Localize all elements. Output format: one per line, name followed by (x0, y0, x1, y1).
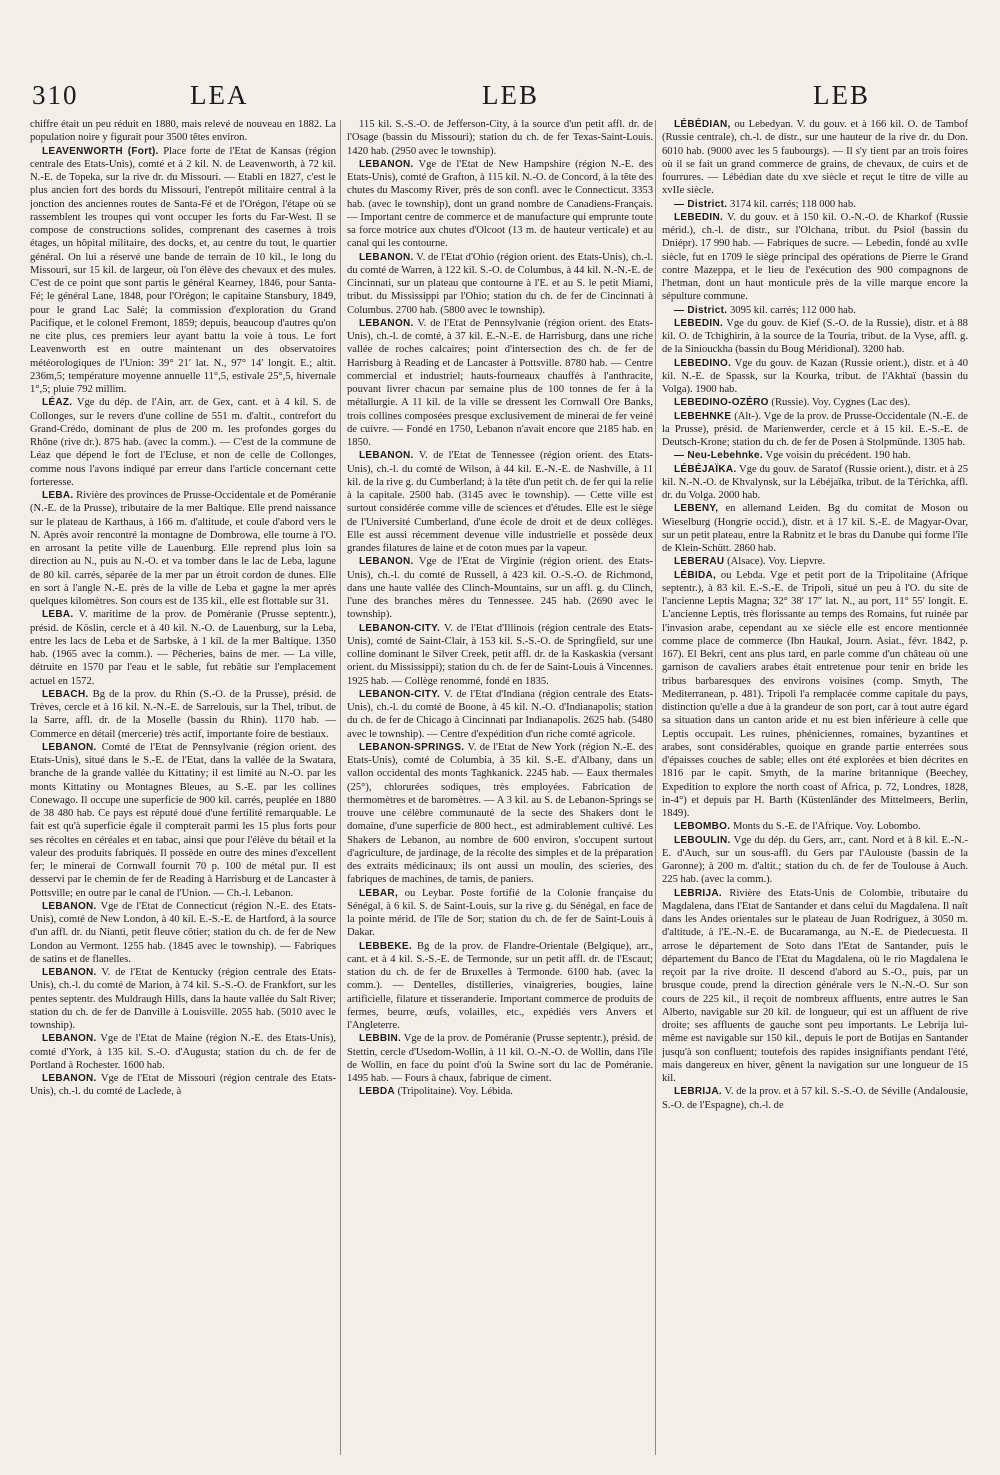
entry-headword: LEBDA (359, 1086, 395, 1098)
entry-text: Rivière des provinces de Prusse-Occidentale et de Poméranie (N.-E. de la Prusse), tributaire de la mer Baltique. Elle prend naissance sur le plateau de Karthaus, à 166 m. d'altitude, et coule d'abord vers le N. Après avoir rencontré la montagne de Dombrowa, elle tourne à l'O. en arrosant la petite ville de Lauenburg. Elle reprend plus loin sa direction au N., puis au N.-O. et va tomber dans le lac de Leba, lagune de 80 kil. carrés, séparée de la mer par un étroit cordon de dunes. Elle en sort à l'angle N.-E. près de la ville de Leba et gagne la mer après quelques kilomètres. Son cours est de 135 kil., elle est flottable sur 31. (30, 490, 336, 607)
entry-text: chiffre était un peu réduit en 1880, mais relevé de nouveau en 1882. La population noire y figurait pour 3500 têtes environ. (30, 119, 336, 144)
entry-text: 115 kil. S.-S.-O. de Jefferson-City, à la source d'un petit affl. dr. de l'Osage (bassin du Missouri); station du ch. de fer Texas-Saint-Louis. 1420 hab. (2950 avec le township). (347, 119, 653, 157)
entry-text: (Alt-). Vge de la prov. de Prusse-Occidentale (N.-E. de la Prusse), présid. de Marienwerder, cercle et à 15 kil. E.-S.-E. de Deutsch-Krone; station du ch. de fer de Posen à Stolpmünde. 1305 hab. (662, 410, 968, 448)
dictionary-entry (30, 489, 336, 608)
dictionary-entry (662, 396, 968, 409)
entry-text: (Tripolitaine). Voy. Lébida. (397, 1086, 513, 1098)
dictionary-entry (347, 251, 653, 317)
entry-text: Comté de l'Etat de Pennsylvanie (région orient. des Etats-Unis), situé dans le S.-E. de l'Etat, dans la vallée de la Swatara, branche de la grande vallée du Kittatiny; il est limité au N.-O. par les monts Kittatiny ou Montagnes Bleues, au S.-E. par les collines Conewago. Il occupe une superficie de 900 kil. carrés, peuplée en 1880 de 38 480 hab. Ce pays est réputé doué d'une fertilité remarquable. Le fait est qu'à superficie égale il compterait parmi les 15 plus forts pour ses récoltes en céréales et en tabac, ainsi que pour l'élève du bétail et la valeur des produits fabriqués. Il possède en outre des mines d'excellent fer; le minerai de Cornwall fournit 70 p. 100 de métal pur. Il est desservi par le chemin de fer de Reading à Harrisburg et de Lancaster à Pottsville; en outre par le canal de l'Union. — Ch.-l. Lebanon. (30, 741, 336, 899)
entry-headword: LEBEDIN. (674, 317, 724, 329)
entry-text: Rivière des Etats-Unis de Colombie, tributaire du Magdalena, dans l'Etat de Santander et dans celui du Magdalena. Il naît dans les Andes orientales sur le plateau de Juan Rodriguez, à 3050 m. d'altitude, à l'E.-N.-E. de Bucaramanga, au N.-E. de Piedecuesta. Il arrose le département de Soto dans l'Etat de Santander, puis le département du Banco de l'Etat du Magdalena, où le rio Magdalena le reçoit par la rive droite. Il descend d'abord au S.-O., puis, par un brusque coude, prend la direction générale vers le N.-N.-O. Sur son cours de 225 kil., il reçoit de nombreux affluents, entre autres le San Alberto, navigable sur 20 kil. de longueur, qui est un affluent de rive droite; ses affluents de gauche sont peu importants. Le Lebrija lui-même est navigable sur 150 kil., depuis le port de Botijas en Santander jusqu'à son confluent; toutefois des rapides insignifiants pendant l'été, mais dangereux en hiver, gênent la navigation sur une longueur de 15 kil. (662, 887, 968, 1084)
entry-text: Bg de la prov. du Rhin (S.-O. de la Prusse), présid. de Trèves, cercle et à 16 kil. N.-N.-E. de Sarrelouis, sur la Thel, tribut. de la Sarre, affl. dr. de la Moselle (bassin du Rhin). 1170 hab. — Commerce en détail (mercerie) très actif, importante foire de bestiaux. (30, 688, 336, 740)
entry-headword: LEBANON. (42, 1073, 97, 1084)
entry-headword: LEBANON. (42, 741, 97, 753)
dictionary-entry (662, 449, 968, 462)
dictionary-entry (30, 396, 336, 489)
entry-text: Monts du S.-E. de l'Afrique. Voy. Lobombo. (732, 821, 921, 833)
entry-text: V. de l'Etat d'Illinois (région centrale des Etats-Unis), comté de Saint-Clair, à 153 kil. S.-S.-O. de Springfield, sur une colline dominant le Silver Creek, petit affl. dr. de la Kaskaskia (versant orient. du Mississippi); station du ch. de fer de Saint-Louis à Vincennes. 1925 hab. — Collège renommé, fondé en 1835. (347, 622, 653, 687)
entry-text: V. de l'Etat de New York (région N.-E. des Etats-Unis), comté de Columbia, à 35 kil. S.-E. d'Albany, dans un vallon occidental des monts Taghkanick. 2245 hab. — Eaux thermales (25°), chlorurées sodiques, très employées. Fabrication de thermomètres et de baromètres. — A 3 kil. au S. de Lebanon-Springs se trouve une célèbre communauté de la secte des Shakers dont le domaine, d'une superficie de 800 hect., est admirablement cultivé. Les Shakers de Lebanon, au nombre de 600 environ, s'occupent surtout d'agriculture, de jardinage, de la récolte des simples et de la préparation des extraits médicinaux; ils ont aussi un moulin, des scieries, des fabriques de machines, de tamis, de paniers. (347, 741, 653, 886)
entry-text: Vge du gouv. de Kazan (Russie orient.), distr. et à 40 kil. N.-E. de Spassk, sur la Kourka, tribut. de l'Akhtaï (bassin du Volga). 1900 hab. (662, 357, 968, 395)
entry-text: Vge du dép. du Gers, arr., cant. Nord et à 8 kil. E.-N.-E. d'Auch, sur un sous-affl. du Gers par l'Aulouste (bassin de la Garonne); à 200 m. d'altit.; station du ch. de fer de Toulouse à Auch. 225 hab. (avec la comm.). (662, 834, 968, 886)
dictionary-entry (662, 887, 968, 1086)
entry-headword: LEBA. (42, 609, 74, 621)
center-guide-word: LEB (482, 80, 539, 110)
entry-headword: LEBEDINO-OZÉRO (674, 397, 769, 409)
entry-headword: LEBANON. (42, 900, 97, 912)
entry-text: V. de l'Etat d'Indiana (région centrale des Etats-Unis), ch.-l. du comté de Boone, à 45 kil. N.-O. d'Indianapolis; station du ch. de fer de Chicago à Cincinnati par Indianapolis. 2625 hab. (5480 avec le township). — Centre d'expédition d'un riche comté agricole. (347, 688, 653, 740)
entry-headword: LEBENY, (674, 503, 719, 515)
entry-headword: LEBANON. (359, 251, 414, 263)
entry-headword: LEBEHNKE (674, 410, 732, 422)
entry-headword: LEBEDINO. (674, 357, 732, 369)
column-divider (655, 120, 656, 1455)
dictionary-entry (662, 357, 968, 397)
entry-headword: LEBANON-CITY. (359, 688, 441, 700)
entry-text: V. de l'Etat de Pennsylvanie (région orient. des Etats-Unis), ch.-l. de comté, à 37 kil. E.-N.-E. de Harrisburg, dans une riche vallée de roches calcaires; point d'intersection des ch. de fer de Harrisburg à Reading et de Lancaster à Pottsville. 8780 hab. — Centre commercial et industriel; hauts-fourneaux chauffés à l'anthracite, pouvant livrer chacun par semaine plus de 100 tonnes de fer à la métallurgie. A 11 kil. de la ville se dressent les Cornwall Ore Banks, trois collines composées presque exclusivement de minerai de fer veiné de cuivre. — Fondé en 1750, Lebanon n'avait encore que 2185 hab. en 1850. (347, 317, 653, 448)
dictionary-entry (30, 688, 336, 741)
entry-text: Bg de la prov. de Flandre-Orientale (Belgique), arr., cant. et à 4 kil. S.-S.-E. de Termonde, sur un petit affl. dr. de l'Escaut; station du ch. de fer de Bruxelles à Termonde. 6100 hab. (avec la comm.). — Dentelles, distilleries, vinaigreries, bougies, laine artificielle, filature et tisseranderie. Important commerce de produits de fermes, beurre, œufs, volailles, etc., expédiés vers Anvers et l'Angleterre. (347, 940, 653, 1031)
dictionary-entry (347, 688, 653, 741)
entry-headword: LEBANON-CITY. (359, 622, 441, 634)
entry-text: (Alsace). Voy. Liepvre. (727, 556, 826, 568)
dictionary-entry (30, 741, 336, 900)
entry-headword: LEBOULIN. (674, 834, 731, 846)
dictionary-entry (347, 118, 653, 158)
left-guide-word: LEA (190, 80, 249, 110)
dictionary-entry (30, 608, 336, 688)
entry-headword: — District. (674, 304, 728, 316)
dictionary-entry (662, 1085, 968, 1112)
dictionary-entry (662, 502, 968, 555)
dictionary-entry (30, 900, 336, 966)
entry-text: ou Leybar. Poste fortifié de la Colonie française du Sénégal, à 6 kil. S. de Saint-Louis, sur la rive g. du Sénégal, en face de la pointe mérid. de l'île de Sor; station du ch. de fer de Saint-Louis à Dakar. (347, 887, 653, 939)
dictionary-entry (662, 820, 968, 833)
entry-headword: LEBANON. (359, 158, 414, 170)
entry-headword: LEBANON. (359, 450, 414, 462)
entry-text: Vge de l'Etat de Connecticut (région N.-E. des Etats-Unis), comté de New London, à 40 kil. E.-S.-E. de Hartford, à la source d'un affl. dr. du Nianti, petit fleuve côtier; station du ch. de fer de New London au Vermont. 1255 hab. (1845 avec le township). — Fabriques de satins et de flanelles. (30, 900, 336, 965)
dictionary-entry (662, 555, 968, 568)
entry-headword: LEBANON. (42, 1033, 97, 1045)
dictionary-entry (30, 145, 336, 397)
entry-headword: LEBRIJA. (674, 1086, 722, 1098)
entry-headword: LEBANON. (359, 556, 414, 568)
dictionary-entry (347, 741, 653, 887)
entry-text: ou Lebedyan. V. du gouv. et à 166 kil. O. de Tambof (Russie centrale), ch.-l. de distr., sur une hauteur de la rive dr. du Don. 6010 hab. (9000 avec les 5 faubourgs). — Il s'y tient par an trois foires où il se fait un grand commerce de grains, de chevaux, de cuirs et de fourrures. — Lébédian date du xve siècle et reçut le titre de ville au xvIIe siècle. (662, 119, 968, 197)
dictionary-entry (662, 118, 968, 198)
entry-headword: LEBEDIN. (674, 211, 724, 223)
entry-headword: LÉBÉJAÏKA. (674, 463, 737, 475)
entry-text: en allemand Leiden. Bg du comitat de Moson ou Wieselburg (Hongrie occid.), distr. et à 17 kil. S.-E. de Magyar-Ovar, sur un petit plateau, entre la Rabnitz et le bras du Danube qui forme l'île de Klein-Schütt. 2860 hab. (662, 503, 968, 554)
dictionary-entry (347, 940, 653, 1033)
entry-text: (Russie). Voy. Cygnes (Lac des). (771, 397, 911, 409)
entry-text: 3174 kil. carrés; 118 000 hab. (729, 198, 856, 210)
entry-text: Vge du gouv. de Saratof (Russie orient.), distr. et à 25 kil. N.-N.-O. de Khvalynsk, sur la Lébéjaïka, tribut. de la Térichka, affl. dr. du Volga. 2000 hab. (662, 463, 968, 501)
column-divider (340, 120, 341, 1455)
dictionary-entry (662, 463, 968, 503)
entry-text: V. maritime de la prov. de Poméranie (Prusse septentr.), présid. de Köslin, cercle et à 40 kil. N.-O. de Lauenburg, sur la Leba, entre les lacs de Leba et de Sarbske, à 1 kil. de la mer Baltique. 1350 hab. (1965 avec la comm.). — Pêcheries, bains de mer. — La ville, détruite en 1570 par l'eau et le sable, fut rebâtie sur l'emplacement actuel en 1572. (30, 609, 336, 687)
dictionary-entry (662, 304, 968, 317)
running-header (30, 80, 970, 116)
entry-text: Place forte de l'Etat de Kansas (région centrale des Etats-Unis), comté et à 2 kil. N. de Leavenworth, à 72 kil. N.-E. de Topeka, sur la rive dr. du Missouri. — Etabli en 1827, c'est le plus ancien fort des bords du Missouri, l'entrepôt militaire central à la jonction des anciennes routes de Santa-Fé et de l'Orégon, l'étape où se rassemblent les troupes qui vont occuper les forts du Far-West. Il se compose de constructions solides, comprenant des casernes à trois étages, un hôpital militaire, des docks, et, au centre du tout, le quartier général. On lui a réservé une bande de terrain de 10 kil., le long du Missouri, sur 15 kil. de largeur, où l'on élève des chevaux et des mules. C'est de ce point que sont partis le général Kearney, 1846, pour Santa-Fé; le général Lane, 1848, pour l'Orégon; le capitaine Stansbury, 1849, pour le grand Lac Salé; la commission d'exploration du Grand Pacifique, et le colonel Fremont, 1859; depuis, beaucoup d'autres qu'on ne cite plus, ces premiers leur ayant battu la voie à tous. Le fort Leavenworth est en outre maintenant un des observatoires météorologiques de l'Union: 39° 21′ lat. N., 97° 14′ longit. E.; altit. 236m,5; température moyenne annuelle 11°,5, estivale 25°,5, hivernale 1°,5; pluie 792 millim. (30, 145, 336, 395)
entry-headword: LEBRIJA. (674, 887, 722, 899)
text-column-2 (347, 118, 653, 1458)
entry-text: V. de l'Etat de Kentucky (région centrale des Etats-Unis), ch.-l. du comté de Marion, à 74 kil. S.-S.-O. de Frankfort, sur les pentes septentr. des Muldraugh Hills, dans la haute vallée du Salt River; station du ch. de fer de Danville à Louisville. 2055 hab. (5010 avec le township). (30, 967, 336, 1031)
entry-headword: LÉBIDA, (674, 569, 717, 581)
dictionary-entry (30, 118, 336, 145)
entry-headword: LEBOMBO. (674, 821, 731, 833)
entry-headword: LEBAR, (359, 887, 399, 899)
entry-headword: LEBERAU (674, 556, 725, 568)
entry-text: V. de l'Etat d'Ohio (région orient. des Etats-Unis), ch.-l. du comté de Warren, à 122 kil. S.-O. de Columbus, à 44 kil. N.-N.-E. de Cincinnati, sur un plateau que contourne à l'E. et au S. le petit Miami, tribut. du Mississippi par l'Ohio; station du ch. de fer de Cincinnati à Columbus. 2700 hab. (5800 avec le township). (347, 251, 653, 316)
dictionary-entry (30, 966, 336, 1032)
entry-headword: LEBBIN. (359, 1033, 402, 1045)
dictionary-entry (662, 317, 968, 357)
entry-text: Vge du gouv. de Kief (S.-O. de la Russie), distr. et à 88 kil. O. de Tchighirin, à la source de la Touria, tribut. de la Vyse, affl. g. de la Siniouckha (bassin du Boug Méridional). 3200 hab. (662, 317, 968, 356)
entry-text: V. de l'Etat de Tennessee (région orient. des Etats-Unis), ch.-l. du comté de Wilson, à 44 kil. E.-N.-E. de Nashville, à 11 kil. de la rive g. du Cumberland; à la tête d'un petit ch. de fer qui la relie à la capitale. 2500 hab. (3145 avec le township). — Cette ville est surtout considérée comme ville de sciences et d'études. Elle est le siège de l'Université Cumberland, d'une école de droit et de deux collèges. Elle est aussi récemment devenue ville industrielle et possède deux grandes filatures de laine et de coton mues par la vapeur. (347, 450, 653, 554)
text-column-1 (30, 118, 336, 1458)
entry-text: V. de la prov. et à 57 kil. S.-S.-O. de Séville (Andalousie, S.-O. de l'Espagne), ch.-l. de (662, 1086, 968, 1111)
entry-headword: LEBANON. (42, 967, 97, 978)
entry-text: Vge de l'Etat de New Hampshire (région N.-E. des Etats-Unis), comté de Grafton, à 115 kil. N.-O. de Concord, à la tête des chutes du Mascomy River, près de son confl. avec le Connecticut. 3353 hab. (avec le township), dont un grand nombre de Canadiens-Français. — Important centre de commerce et de manufacture qui emprunte toute sa force motrice aux chutes d'Olcoot (13 m. de hauteur verticale) et au canal qui les contourne. (347, 158, 653, 250)
entry-headword: LEAVENWORTH (Fort). (42, 145, 159, 157)
text-column-3 (662, 118, 968, 1458)
dictionary-entry (347, 449, 653, 555)
dictionary-entry (347, 555, 653, 621)
dictionary-entry (30, 1072, 336, 1099)
entry-headword: LÉAZ. (42, 397, 73, 409)
dictionary-entry (347, 622, 653, 688)
entry-text: ou Lebda. Vge et petit port de la Tripolitaine (Afrique septentr.), à 83 kil. E.-S.-E. de Tripoli, situé un peu à l'O. du site de l'ancienne Leptis Magna; 32° 38′ 17″ lat. N., au port, 11° 55′ longit. E. L'ancienne Leptis, très florissante au temps des Romains, fut ruinée par l'invasion arabe, cependant au xe siècle elle est encore mentionnée comme place de commerce (Ibn Haukal, Journ. Asiat., févr. 1842, p. 167). El Bekri, cent ans plus tard, en parle comme d'un château où une garnison de cavaliers arabes était entretenue pour tenir en bride les tribus barbaresques des environs voisines (comp. Smyth, The Mediterranean, p. 481). Tripoli l'a remplacée comme capitale du pays, distinction qu'elle a due à la grandeur de son port, car à tout autre égard sa situation dans un canton aride et nu est bien inférieure à celle que Leptis occupait. Les ruines, phéniciennes, romaines, byzantines et arabes, sont considérables, quoique en grande partie enterrées sous d'épaisses couches de sable; elles ont été explorées et bien décrites en 1816 par le capit. Smyth, de la marine britannique (Beechey, Expedition to explore the north coast of Africa, p. 72, Londres, 1828, in-4°) et depuis par H. Barth (Küstenländer des Mittelmeers, Berlin, 1849). (662, 569, 968, 819)
dictionary-entry (662, 410, 968, 450)
entry-text: Vge voisin du précédent. 190 hab. (765, 450, 911, 462)
entry-text: Vge de l'Etat de Virginie (région orient. des Etats-Unis), ch.-l. du comté de Russell, à 423 kil. O.-S.-O. de Richmond, dans une haute vallée des Clinch-Mountains, sur un affl. g. du Clinch, l'une des branches mères du Tennessee. 245 hab. (2690 avec le township). (347, 556, 653, 621)
entry-text: Vge de la prov. de Poméranie (Prusse septentr.), présid. de Stettin, cercle d'Usedom-Wollin, à 11 kil. O.-N.-O. de Wollin, dans l'île de Wollin, en face du point d'où la Swine sort du lac de Poméranie. 1495 hab. — Fours à chaux, fabrique de ciment. (347, 1033, 653, 1084)
entry-headword: LEBANON. (359, 317, 414, 329)
entry-text: 3095 kil. carrés; 112 000 hab. (729, 304, 856, 316)
dictionary-entry (347, 1032, 653, 1085)
entry-headword: — Neu-Lebehnke. (674, 450, 763, 462)
entry-text: Vge du dép. de l'Ain, arr. de Gex, cant. et à 4 kil. S. de Collonges, sur le revers d'une colline de 551 m. d'altit., contrefort du Grand-Crédo, dominant de plus de 200 m. les profondes gorges du Rhône (rive dr.). 875 hab. (avec la comm.). — C'est de la commune de Léaz que dépend le fort de l'Ecluse, et non de celle de Collonges, comme nous l'avons indiqué par erreur dans l'article concernant cette forteresse. (30, 397, 336, 488)
dictionary-entry (347, 887, 653, 940)
right-guide-word: LEB (813, 80, 870, 110)
entry-text: V. du gouv. et à 150 kil. O.-N.-O. de Kharkof (Russie mérid.), ch.-l. de distr., sur l'Olchana, tribut. du Psiol (bassin du Dniépr). 17 990 hab. — Fabriques de sucre. — Lebedin, fondé au xvIIe siècle, fut en 1709 le siège principal des opérations de Pierre le Grand contre Mazeppa, et le lieu de l'exécution des 900 compagnons de l'hetman, dont un haut monticule près de la ville marque encore la sépulture commune. (662, 211, 968, 303)
dictionary-entry (662, 834, 968, 887)
dictionary-entry (30, 1032, 336, 1072)
entry-headword: LEBANON-SPRINGS. (359, 741, 465, 753)
dictionary-entry (662, 211, 968, 304)
entry-text: Vge de l'Etat de Missouri (région centrale des Etats-Unis), ch.-l. du comté de Laclede, à (30, 1073, 336, 1098)
dictionary-entry (662, 569, 968, 821)
entry-headword: LEBACH. (42, 688, 89, 700)
dictionary-entry (347, 158, 653, 251)
entry-headword: LEBBEKE. (359, 940, 412, 952)
entry-text: Vge de l'Etat de Maine (région N.-E. des Etats-Unis), comté d'York, à 135 kil. S.-O. d'Augusta; station du ch. de fer de Portland à Rochester. 1600 hab. (30, 1033, 336, 1071)
dictionary-entry (662, 198, 968, 211)
entry-headword: — District. (674, 198, 728, 210)
dictionary-entry (347, 317, 653, 450)
entry-headword: LEBA. (42, 490, 74, 501)
page-number: 310 (32, 80, 79, 110)
dictionary-entry (347, 1085, 653, 1098)
entry-headword: LÉBÉDIAN, (674, 119, 731, 130)
